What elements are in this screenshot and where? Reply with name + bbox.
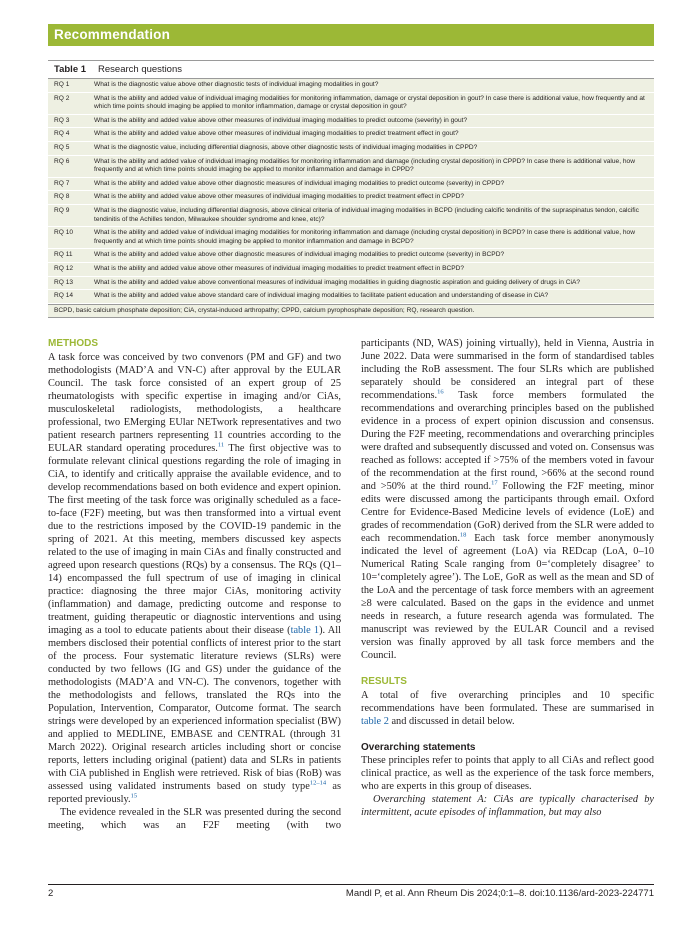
rq-id: RQ 13 <box>48 276 88 290</box>
table-row <box>48 114 654 128</box>
rq-id: RQ 8 <box>48 191 88 205</box>
reference-link[interactable]: 12–14 <box>309 779 327 787</box>
footer-divider <box>48 884 654 885</box>
table-2-link[interactable]: table 2 <box>361 716 389 727</box>
reference-link[interactable]: 17 <box>491 479 498 487</box>
rq-text: What is the ability and added value above other diagnostic measures of individual imaging modalities to predict outcome (severity) in CPPD? <box>88 177 654 191</box>
rq-id: RQ 4 <box>48 128 88 142</box>
reference-link[interactable]: 16 <box>437 388 444 396</box>
rq-text: What is the ability and added value above other measures of individual imaging modalities to predict treatment effect in BCPD? <box>88 262 654 276</box>
rq-text: What is the diagnostic value, including differential diagnosis, above clinical criteria of individual imaging modalities in BCPD (including calcific tendinitis of the supraspinatus tendon, calcific tendinitis of the Achilles tendon, Milwaukee shoulder syndrome and knee, etc)? <box>88 204 654 226</box>
table-label: Table 1 <box>54 64 87 75</box>
table-title: Research questions <box>98 64 182 75</box>
overarching-statements-heading: Overarching statements <box>361 742 476 753</box>
results-paragraph-1: A total of five overarching principles and 10 specific recommendations have been formulated. These are summarised in table 2 and discussed in detail below. <box>361 690 654 727</box>
rq-text: What is the diagnostic value above other diagnostic tests of individual imaging modalities in gout? <box>88 79 654 92</box>
methods-paragraph-2-start: The evidence revealed in the SLR was presented during the second meeting, which was an F2F meeting (with two <box>48 807 341 831</box>
rq-text: What is the diagnostic value, including differential diagnosis, above other diagnostic tests of individual imaging modalities in CPPD? <box>88 141 654 155</box>
reference-link[interactable]: 15 <box>130 792 138 800</box>
table-row <box>48 79 654 92</box>
rq-id: RQ 9 <box>48 204 88 226</box>
table-row <box>48 227 654 249</box>
table-caption <box>48 60 654 79</box>
table-1-link[interactable]: table 1 <box>290 625 320 636</box>
rq-id: RQ 5 <box>48 141 88 155</box>
rq-text: What is the ability and added value above other measures of individual imaging modalities to predict outcome (severity) in gout? <box>88 114 654 128</box>
reference-link[interactable]: 11 <box>217 441 225 449</box>
rq-id: RQ 11 <box>48 249 88 263</box>
rq-id: RQ 2 <box>48 92 88 114</box>
table-row <box>48 290 654 304</box>
table-row <box>48 92 654 114</box>
table-row <box>48 204 654 226</box>
rq-id: RQ 10 <box>48 227 88 249</box>
table-row <box>48 249 654 263</box>
table-footnote: BCPD, basic calcium phosphate deposition; CiA, crystal-induced arthropathy; CPPD, calcium pyrophosphate deposition; RQ, research question. <box>48 304 654 318</box>
results-heading: RESULTS <box>361 676 407 687</box>
left-column <box>48 337 341 832</box>
right-column <box>361 337 654 819</box>
table-row <box>48 262 654 276</box>
rq-text: What is the ability and added value above other diagnostic measures of individual imaging modalities to predict outcome (severity) in BCPD? <box>88 249 654 263</box>
rq-id: RQ 6 <box>48 155 88 177</box>
rq-id: RQ 14 <box>48 290 88 304</box>
section-banner: Recommendation <box>48 24 654 46</box>
rq-text: What is the ability and added value of individual imaging modalities for monitoring inflammation and damage (including crystal deposition) in BCPD? In case there is additional value, how frequently and at which time points should imaging be applied to monitor inflammation and damage in BCPD? <box>88 227 654 249</box>
results-paragraph-2: These principles refer to points that apply to all CiAs and reflect good clinical practice, as well as the experience of the task force members, who are experts in this group of diseases. <box>361 755 654 792</box>
table-row <box>48 128 654 142</box>
rq-text: What is the ability and added value of individual imaging modalities for monitoring inflammation, damage or crystal deposition in gout? In case there is additional value, how frequently and at which time points should imaging be applied to monitor inflammation, damage or crystal deposition in gout? <box>88 92 654 114</box>
rq-id: RQ 3 <box>48 114 88 128</box>
results-paragraph-3: Overarching statement A: CiAs are typically characterised by intermittent, acute episodes of inflammation, but may also <box>361 794 654 818</box>
table-row <box>48 141 654 155</box>
rq-text: What is the ability and added value above other measures of individual imaging modalities to predict treatment effect in gout? <box>88 128 654 142</box>
rq-id: RQ 7 <box>48 177 88 191</box>
methods-paragraph-2-cont: participants (ND, WAS) joining virtually), held in Vienna, Austria in June 2022. Data were summarised in the form of standardised tables including the RoB assessment. The four SLRs which are published separately should be considered an integral part of these recommendations.$^{16}$ Task force members formulated the recommendations and overarching principles based on the published evidence in a process of expert opinion discussion and consensus. During the F2F meeting, recommendations and overarching principles were drafted and subsequently discussed and voted on. Consensus was reached as follows: accepted if >75% of the members voted in favour of the recommendation at the first round, >66% at the second round and >50% at the third round.$^{17}$ Following the F2F meeting, minor edits were discussed among the participants through email. Oxford Centre for Evidence-Based Medicine levels of evidence (LoE) and grades of recommendation (GoR) derived from the SLR were added to each recommendation.$^{18}$ Each task force member anonymously indicated the level of agreement (LoA) via REDcap (LoA, 0–10 Numerical Rating Scale ranging from 0=‘completely disagree’ to 10=‘completely agree’). The LoE, GoR as well as the mean and SD of the LoA and the percentage of task force members with an agreement ≥8 were calculated. Based on the gaps in the evidence and unmet needs in research, a future research agenda was formulated. The manuscript was reviewed by the EULAR Council and a revised version was finally approved by all task force members and the Council. <box>361 338 655 661</box>
reference-link[interactable]: 18 <box>459 531 467 539</box>
rq-text: What is the ability and added value above other measures of individual imaging modalities to predict treatment effect in CPPD? <box>88 191 654 205</box>
methods-paragraph-1: A task force was conceived by two convenors (PM and GF) and two methodologists (MAD’A and VN-C) after approval by the EULAR Council. The task force consisted of an expert group of 25 rheumatologists with specific expertise in imaging and/or CiAs, musculoskeletal radiologists, methodologists, a healthcare professional, two EMerging EUlar NETwork representatives and two patient research partners representing 11 countries according to the EULAR standard operating procedures.$^{11}$ The first objective was to formulate relevant clinical questions regarding the role of imaging in CiA, to identify and critically appraise the available evidence, and to develop recommendations based on both evidence and expert opinion. The first meeting of the task force was originally scheduled as a face-to-face (F2F) meeting, but was then transformed into a virtual event due to the restrictions imposed by the COVID-19 pandemic in the spring of 2021. At this meeting, members discussed key aspects related to the use of imaging in main CiAs and finally constructed and agreed upon research questions (RQs) by a consensus. The RQs (Q1–14) encompassed the full spectrum of use of imaging in clinical practice: diagnosing the three major CiAs, monitoring activity (inflammation) and damage, predicting outcome and response to treatment, guiding therapeutic or diagnostic interventions and using imaging as a tool to educate patients about their disease (table 1). All members disclosed their potential conflicts of interest prior to the start of the process. Four systematic literature reviews (SLRs) were conducted by two fellows (IG and GS) under the guidance of the methodologists (MAD’A and VN-C). The convenors, together with the methodologists and fellows, translated the RQs into the Population, Intervention, Comparator, Outcome format. The search strings were developed by an experienced information specialist (BW) and applied to MEDLINE, EMBASE and CENTRAL (through 31 March 2022). Original research articles including short or concise reports, letters including original (patient) data and SLRs in patients with CiA published in English were retrieved. Risk of bias (RoB) was assessed using validated instruments based on study type$^{12-14}$ as reported previously.$^{15}$ <box>48 352 342 805</box>
table-row <box>48 155 654 177</box>
rq-text: What is the ability and added value above standard care of individual imaging modalities to facilitate patient education and understanding of disease in CiA? <box>88 290 654 304</box>
rq-id: RQ 1 <box>48 79 88 92</box>
table-row <box>48 191 654 205</box>
footer-citation: Mandl P, et al. Ann Rheum Dis 2024;0:1–8. doi:10.1136/ard-2023-224771 <box>345 888 654 899</box>
table-body <box>48 79 654 303</box>
table-row <box>48 276 654 290</box>
methods-heading: METHODS <box>48 338 98 349</box>
table-row <box>48 177 654 191</box>
page-number: 2 <box>48 888 54 899</box>
rq-text: What is the ability and added value of individual imaging modalities for monitoring inflammation and damage (including crystal deposition) in CPPD? In case there is additional value, how frequently and at which time points should imaging be applied to monitor inflammation and damage in CPPD? <box>88 155 654 177</box>
rq-id: RQ 12 <box>48 262 88 276</box>
research-questions-table <box>48 60 654 318</box>
rq-text: What is the ability and added value above conventional measures of individual imaging modalities in guiding diagnostic aspiration and guiding delivery of drugs in CiA? <box>88 276 654 290</box>
